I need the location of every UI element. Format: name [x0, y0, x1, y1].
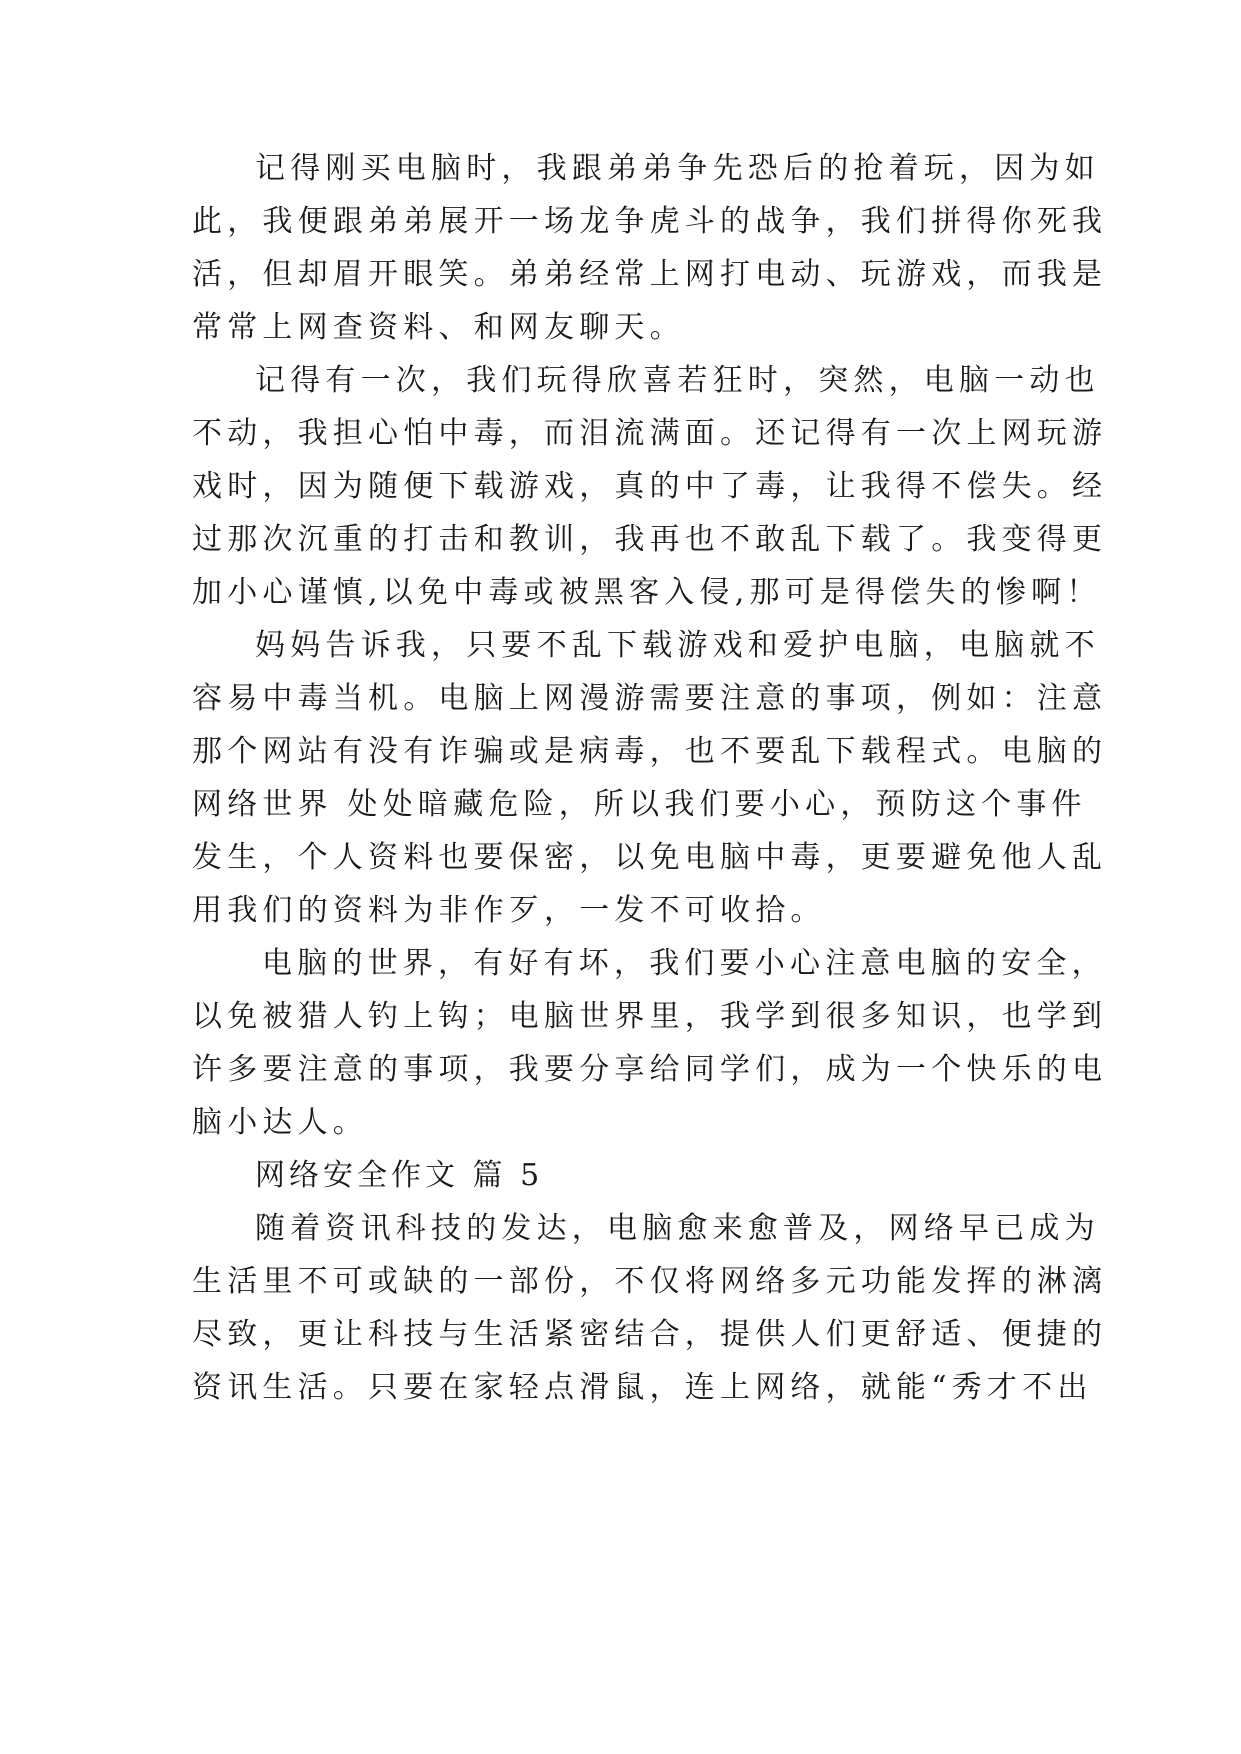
paragraph-line: 活，但却眉开眼笑。弟弟经常上网打电动、玩游戏，而我是 [192, 257, 1108, 292]
paragraph-line: 以免被猎人钓上钩；电脑世界里，我学到很多知识，也学到 [192, 999, 1108, 1034]
paragraph-line: 生活里不可或缺的一部份，不仅将网络多元功能发挥的淋漓 [192, 1264, 1108, 1299]
section-heading: 网络安全作文 篇 5 [255, 1158, 544, 1193]
paragraph-line: 发生，个人资料也要保密，以免电脑中毒，更要避免他人乱 [192, 840, 1108, 875]
paragraph-line: 网络世界 处处暗藏危险，所以我们要小心，预防这个事件 [192, 787, 1087, 822]
paragraph-line: 不动，我担心怕中毒，而泪流满面。还记得有一次上网玩游 [192, 416, 1108, 451]
paragraph-line: 尽致，更让科技与生活紧密结合，提供人们更舒适、便捷的 [192, 1317, 1108, 1352]
paragraph-line: 记得有一次，我们玩得欣喜若狂时，突然，电脑一动也 [255, 363, 1100, 398]
paragraph-line: 此，我便跟弟弟展开一场龙争虎斗的战争，我们拼得你死我 [192, 204, 1108, 239]
paragraph-line: 许多要注意的事项，我要分享给同学们，成为一个快乐的电 [192, 1052, 1108, 1087]
paragraph-line: 脑小达人。 [192, 1105, 368, 1140]
paragraph-line: 记得刚买电脑时，我跟弟弟争先恐后的抢着玩，因为如 [255, 151, 1100, 186]
paragraph-line: 容易中毒当机。电脑上网漫游需要注意的事项，例如：注意 [192, 681, 1108, 716]
paragraph-line: 那个网站有没有诈骗或是病毒，也不要乱下载程式。电脑的 [192, 734, 1108, 769]
paragraph-line: 常常上网查资料、和网友聊天。 [192, 310, 685, 345]
paragraph-line: 妈妈告诉我，只要不乱下载游戏和爱护电脑，电脑就不 [255, 628, 1100, 663]
paragraph-line: 随着资讯科技的发达，电脑愈来愈普及，网络早已成为 [255, 1211, 1100, 1246]
paragraph-line: 资讯生活。只要在家轻点滑鼠，连上网络，就能“秀才不出 [192, 1370, 1093, 1405]
paragraph-line: 戏时，因为随便下载游戏，真的中了毒，让我得不偿失。经 [192, 469, 1108, 504]
paragraph-line: 过那次沉重的打击和教训，我再也不敢乱下载了。我变得更 [192, 522, 1108, 557]
paragraph-line: 用我们的资料为非作歹，一发不可收拾。 [192, 893, 826, 928]
paragraph-line: 加小心谨慎,以免中毒或被黑客入侵,那可是得偿失的惨啊！ [192, 575, 1102, 610]
paragraph-line: 电脑的世界，有好有坏，我们要小心注意电脑的安全， [262, 946, 1107, 981]
